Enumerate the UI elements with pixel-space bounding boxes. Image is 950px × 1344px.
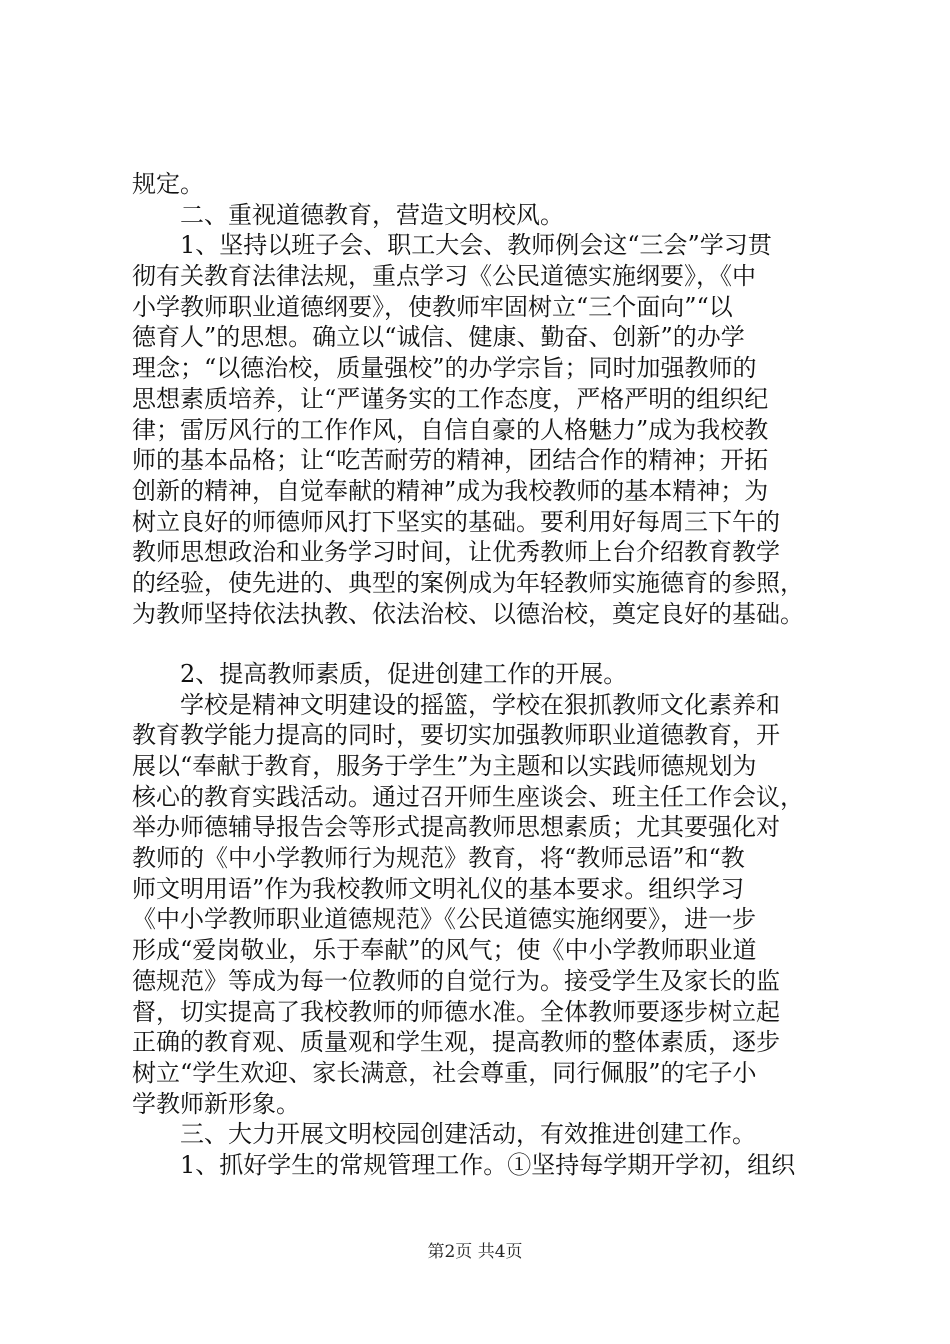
text-line: 《中小学教师职业道德规范》《公民道德实施纲要》，进一步 — [132, 905, 756, 933]
text-line: 师文明用语”作为我校教师文明礼仪的基本要求。组织学习 — [132, 875, 745, 903]
text-line: 2、提高教师素质，促进创建工作的开展。 — [180, 660, 628, 688]
text-line: 德规范》等成为每一位教师的自觉行为。接受学生及家长的监 — [132, 967, 780, 995]
text-line: 学校是精神文明建设的摇篮，学校在狠抓教师文化素养和 — [180, 691, 780, 719]
text-line: 督，切实提高了我校教师的师德水准。全体教师要逐步树立起 — [132, 998, 780, 1026]
text-line: 形成“爱岗敬业，乐于奉献”的风气；使《中小学教师职业道 — [132, 936, 757, 964]
text-line: 律；雷厉风行的工作作风，自信自豪的人格魅力”成为我校教 — [132, 416, 769, 444]
text-line: 核心的教育实践活动。通过召开师生座谈会、班主任工作会议， — [132, 783, 804, 811]
text-line: 教师的《中小学教师行为规范》教育，将“教师忌语”和“教 — [132, 844, 745, 872]
text-line: 树立良好的师德师风打下坚实的基础。要利用好每周三下午的 — [132, 508, 780, 536]
text-line: 规定。 — [132, 170, 204, 198]
text-line: 小学教师职业道德纲要》，使教师牢固树立“三个面向”“以 — [132, 293, 733, 321]
text-line: 思想素质培养，让“严谨务实的工作态度，严格严明的组织纪 — [132, 385, 769, 413]
text-line: 1、坚持以班子会、职工大会、教师例会这“三会”学习贯 — [180, 231, 772, 259]
text-line: 德育人”的思想。确立以“诚信、健康、勤奋、创新”的办学 — [132, 323, 745, 351]
page-footer: 第2页 共4页 — [427, 1242, 523, 1262]
text-line: 1、抓好学生的常规管理工作。①坚持每学期开学初，组织 — [180, 1151, 796, 1179]
text-line: 彻有关教育法律法规，重点学习《公民道德实施纲要》，《中 — [132, 262, 756, 290]
text-line: 树立“学生欢迎、家长满意，社会尊重，同行佩服”的宅子小 — [132, 1059, 757, 1087]
text-line: 二、重视道德教育，营造文明校风。 — [180, 201, 564, 229]
text-line: 理念；“以德治校，质量强校”的办学宗旨；同时加强教师的 — [132, 354, 757, 382]
text-line: 展以“奉献于教育，服务于学生”为主题和以实践师德规划为 — [132, 752, 757, 780]
text-line: 举办师德辅导报告会等形式提高教师思想素质；尤其要强化对 — [132, 813, 780, 841]
text-line: 正确的教育观、质量观和学生观，提高教师的整体素质，逐步 — [132, 1028, 780, 1056]
text-line: 师的基本品格；让“吃苦耐劳的精神，团结合作的精神；开拓 — [132, 446, 769, 474]
text-line: 创新的精神，自觉奉献的精神”成为我校教师的基本精神；为 — [132, 477, 769, 505]
text-line: 的经验，使先进的、典型的案例成为年轻教师实施德育的参照， — [132, 569, 804, 597]
text-line: 教师思想政治和业务学习时间，让优秀教师上台介绍教育教学 — [132, 538, 780, 566]
text-line: 教育教学能力提高的同时，要切实加强教师职业道德教育，开 — [132, 721, 780, 749]
text-line: 学教师新形象。 — [132, 1090, 300, 1118]
text-line: 三、大力开展文明校园创建活动，有效推进创建工作。 — [180, 1120, 756, 1148]
text-line: 为教师坚持依法执教、依法治校、以德治校，奠定良好的基础。 — [132, 600, 804, 628]
